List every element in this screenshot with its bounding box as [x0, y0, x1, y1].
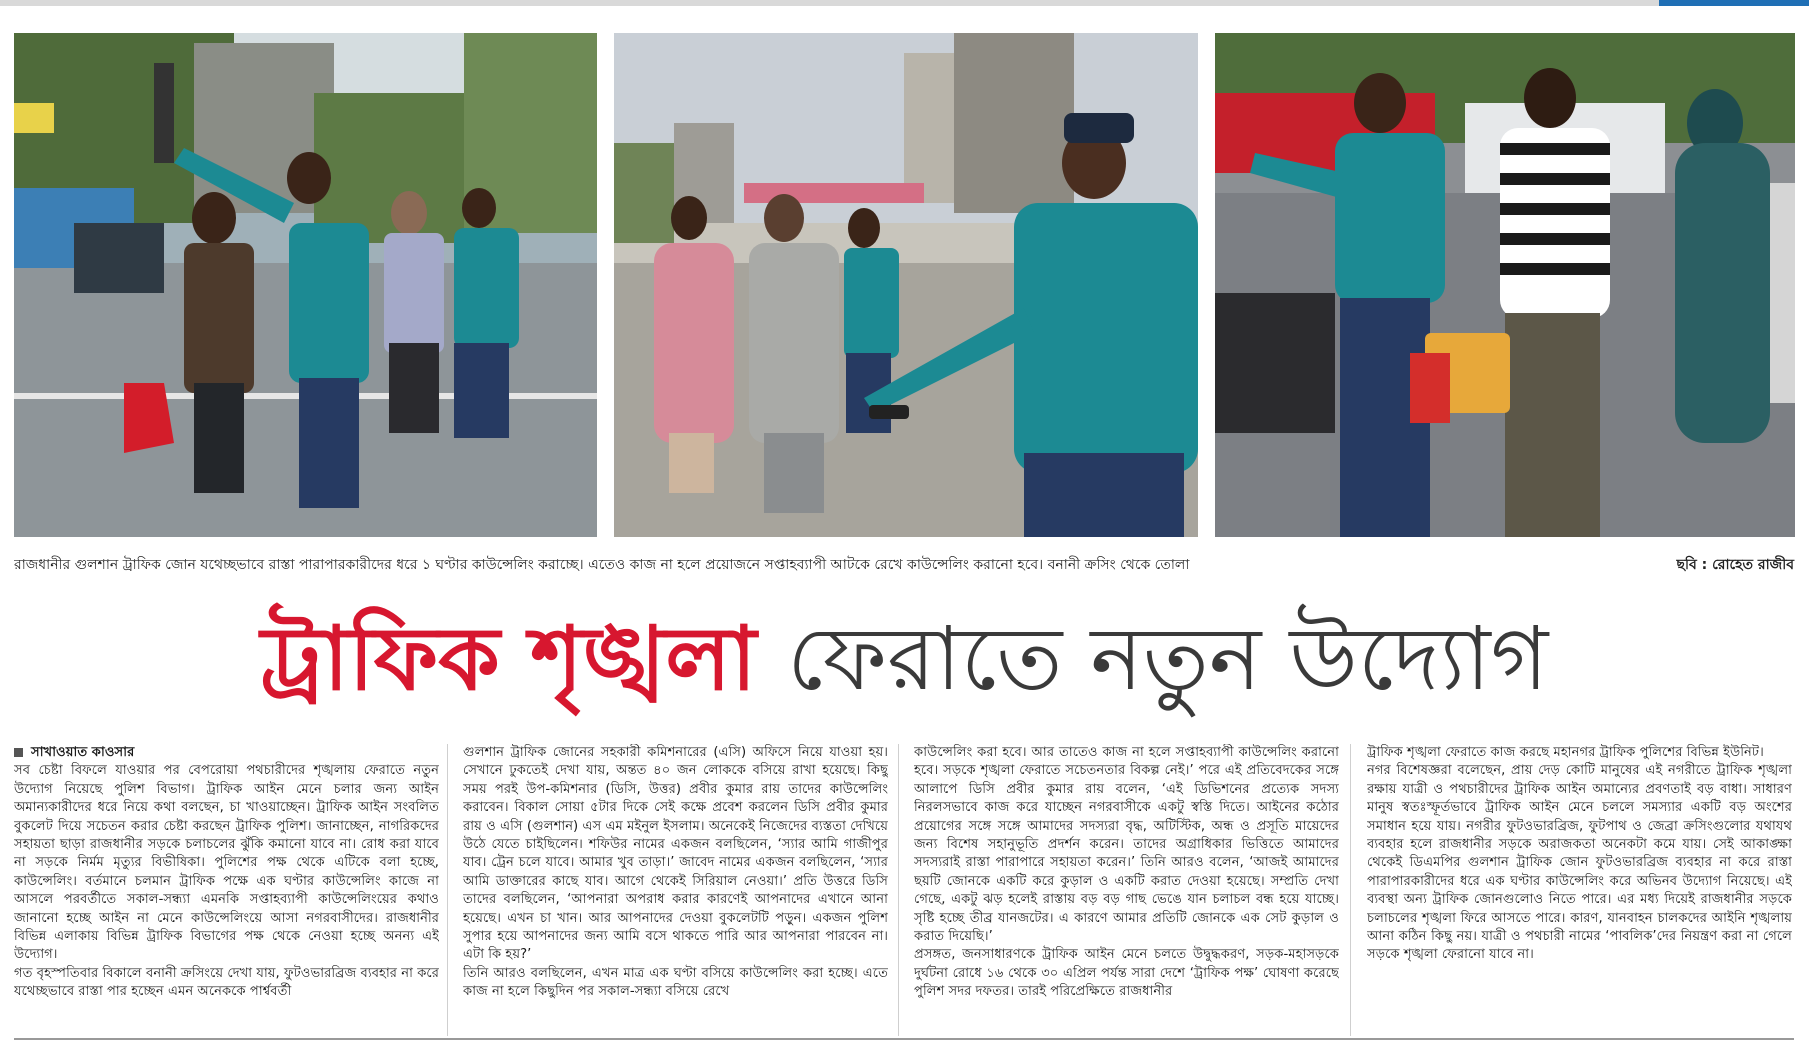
byline — [14, 744, 439, 762]
column-divider — [898, 744, 899, 1036]
headline-red-part: ট্রাফিক শৃঙ্খলা — [260, 607, 757, 710]
column-divider — [447, 744, 448, 1036]
news-photo-3 — [1215, 33, 1795, 537]
column-3-paragraph-2: প্রসঙ্গত, জনসাধারণকে ট্রাফিক আইন মেনে চলতে উদ্বুদ্ধকরণ, সড়ক-মহাসড়কে দুর্ঘটনা রোধে ১৬ থেকে ৩০ এপ্রিল পর্যন্ত সারা দেশে ‘ট্রাফিক পক্ষ’ ঘোষণা করেছে পুলিশ সদর দফতর। তারই পরিপ্রেক্ষিতে রাজধানীর — [914, 947, 1339, 1000]
column-1-paragraph-2: গত বৃহস্পতিবার বিকালে বনানী ক্রসিংয়ে দেখা যায়, ফুটওভারব্রিজ ব্যবহার না করে যথেচ্ছভাবে রাস্তা পার হচ্ছেন এমন অনেককে পার্শ্ববর্তী — [14, 965, 439, 1000]
column-2-paragraph-1: গুলশান ট্রাফিক জোনের সহকারী কমিশনারের (এসি) অফিসে নিয়ে যাওয়া হয়। সেখানে ঢুকতেই দেখা যায়, অন্তত ৪০ জন লোককে বসিয়ে রাখা হয়েছে। কিছু সময় পরই উপ-কমিশনার (ডিসি, উত্তর) প্রবীর কুমার রায় তাদের কাউন্সেলিং করাবেন। বিকাল সোয়া ৫টার দিকে সেই কক্ষে প্রবেশ করলেন ডিসি প্রবীর কুমার রায় ও এসি (গুলশান) এস এম মইনুল ইসলাম। অনেকেই নিজেদের ব্যস্ততা দেখিয়ে উঠে যেতে চাইছিলেন। শফিউর নামের একজন বলছিলেন, ‘স্যার আমি গাজীপুর যাব। ট্রেন চলে যাবে। আমার খুব তাড়া।’ জাবেদ নামের একজন বলছিলেন, ‘স্যার আমি ডাক্তারের কাছে যাব। আগে থেকেই সিরিয়াল নেওয়া।’ প্রতি উত্তরে ডিসি তাদের বলছিলেন, ‘আপনারা অপরাধ করার কারণেই আপনাদের এখানে আনা হয়েছে। এখন চা খান। আর আপনাদের দেওয়া বুকলেটটি পড়ুন। একজন পুলিশ সুপার হয়ে আপনাদের জন্য আমি বসে থাকতে পারি আর আপনারা পারবেন না। এটা কি হয়?’ — [463, 745, 888, 963]
caption-text: রাজধানীর গুলশান ট্রাফিক জোন যথেচ্ছভাবে রাস্তা পারাপারকারীদের ধরে ১ ঘণ্টার কাউন্সেলিং করাচ্ছে। এতেও কাজ না হলে প্রয়োজনে সপ্তাহব্যাপী আটকে রেখে কাউন্সেলিং করানো হবে। বনানী ক্রসিং থেকে তোলা — [14, 557, 1190, 573]
column-divider — [1350, 744, 1351, 1036]
photo-credit: ছবি : রোহেত রাজীব — [1676, 557, 1794, 573]
bottom-rule — [14, 1038, 1794, 1040]
article-column-3 — [914, 744, 1339, 1036]
top-border-bar — [0, 0, 1809, 6]
article-column-2 — [463, 744, 888, 1036]
column-4-paragraph-1: ট্রাফিক শৃঙ্খলা ফেরাতে কাজ করছে মহানগর ট্রাফিক পুলিশের বিভিন্ন ইউনিট। — [1367, 745, 1764, 760]
top-accent-bar — [1659, 0, 1809, 6]
article-column-1 — [14, 744, 439, 1036]
news-photo-1 — [14, 33, 597, 537]
bullet-square-icon — [14, 748, 23, 757]
article-column-4 — [1367, 744, 1792, 1036]
column-2-paragraph-2: তিনি আরও বলছিলেন, এখন মাত্র এক ঘণ্টা বসিয়ে কাউন্সেলিং করা হচ্ছে। এতে কাজ না হলে কিছুদিন পর সকাল-সন্ধ্যা বসিয়ে রেখে — [463, 965, 888, 1000]
column-4-paragraph-2: নগর বিশেষজ্ঞরা বলেছেন, প্রায় দেড় কোটি মানুষের এই নগরীতে ট্রাফিক শৃঙ্খলা রক্ষায় যাত্রী ও পথচারীদের ট্রাফিক আইন অমান্যের প্রবণতাই বড় বাধা। সাধারণ মানুষ স্বতঃস্ফূর্তভাবে ট্রাফিক আইন মেনে চললে সমস্যার একটি বড় অংশের সমাধান হয়ে যায়। নগরীর ফুটওভারব্রিজ, ফুটপাথ ও জেব্রা ক্রসিংগুলোর যথাযথ ব্যবহার হলে রাজধানীর সড়কে অরাজকতা অনেকটা কমে যায়। সেই আকাঙ্ক্ষা থেকেই ডিএমপির গুলশান ট্রাফিক জোন ফুটওভারব্রিজ ব্যবহার না করে রাস্তা পারাপারকারীদের ধরে এক ঘণ্টার কাউন্সেলিং করে অভিনব উদ্যোগ নিয়েছে। এই ব্যবস্থা অন্য ট্রাফিক জোনগুলোও নিতে পারে। এর মধ্য দিয়েই রাজধানীর সড়কে চলাচলের শৃঙ্খলা ফিরে আসতে পারে। কারণ, যানবাহন চালকদের আইনি শৃঙ্খলায় আনা কঠিন কিছু নয়। যাত্রী ও পথচারী নামের ‘পাবলিক’দের নিয়ন্ত্রণ করা না গেলে সড়কে শৃঙ্খলা ফেরানো যাবে না। — [1367, 763, 1792, 963]
column-3-paragraph-1: কাউন্সেলিং করা হবে। আর তাতেও কাজ না হলে সপ্তাহব্যাপী কাউন্সেলিং করানো হবে। সড়কে শৃঙ্খলা ফেরাতে সচেতনতার বিকল্প নেই।’ পরে এই প্রতিবেদকের সঙ্গে আলাপে ডিসি প্রবীর কুমার রায় বলেন, ‘এই ডিভিশনের প্রত্যেক সদস্য নিরলসভাবে কাজ করে যাচ্ছেন নগরবাসীকে একটু স্বস্তি দিতে। আইনের কঠোর প্রয়োগের সঙ্গে সঙ্গে আমাদের সদস্যরা বৃদ্ধ, অটিস্টিক, অন্ধ ও প্রসূতি মায়েদের জন্য বিশেষ সহানুভূতি প্রদর্শন করেন। তাদের অগ্রাধিকার ভিত্তিতে আমাদের সদস্যরাই রাস্তা পারাপারে সহায়তা করেন।’ তিনি আরও বলেন, ‘আজই আমাদের ছয়টি জোনকে একটি করে কুড়াল ও একটি করাত দেওয়া হয়েছে। সম্প্রতি দেখা গেছে, একটু ঝড় হলেই রাস্তায় বড় বড় গাছ ভেঙে যান চলাচল বন্ধ হয়ে যাচ্ছে। সৃষ্টি হচ্ছে তীব্র যানজটের। এ কারণে আমার প্রতিটি জোনকে এক সেট কুড়াল ও করাত দিয়েছি।’ — [914, 745, 1339, 945]
byline-author: সাখাওয়াত কাওসার — [31, 745, 135, 760]
column-1-paragraph-1: সব চেষ্টা বিফলে যাওয়ার পর বেপরোয়া পথচারীদের শৃঙ্খলায় ফেরাতে নতুন উদ্যোগ নিয়েছে পুলিশ বিভাগ। ট্রাফিক আইন মেনে চলার জন্য আইন অমান্যকারীদের ধরে নিয়ে কথা বলছেন, চা খাওয়াচ্ছেন। ট্রাফিক আইন সংবলিত বুকলেট দিয়ে সচেতন করার চেষ্টা করছেন ট্রাফিক পুলিশ। জানাচ্ছেন, নাগরিকদের সহায়তা ছাড়া রাজধানীর সড়কে চলাচলের ঝুঁকি কমানো যাবে না। রোধ করা যাবে না সড়কে নির্মম মৃত্যুর বিভীষিকা। পুলিশের পক্ষ থেকে এটিকে বলা হচ্ছে, কাউন্সেলিং। বর্তমানে চলমান ট্রাফিক পক্ষে এক ঘণ্টার কাউন্সেলিং কাজে না আসলে পরবর্তীতে সকাল-সন্ধ্যা এমনকি সপ্তাহব্যাপী কাউন্সেলিংয়ের কথাও জানানো হচ্ছে আইন না মেনে কাউন্সেলিংয়ে আসা নগরবাসীদের। রাজধানীর বিভিন্ন এলাকায় বিভিন্ন ট্রাফিক বিভাগের পক্ষ থেকে নেওয়া হচ্ছে অনন্য এই উদ্যোগ। — [14, 763, 439, 963]
news-photo-2 — [614, 33, 1198, 537]
headline-rest: ফেরাতে নতুন উদ্যোগ — [787, 607, 1549, 710]
photo-caption — [14, 554, 1794, 576]
headline — [0, 594, 1809, 724]
